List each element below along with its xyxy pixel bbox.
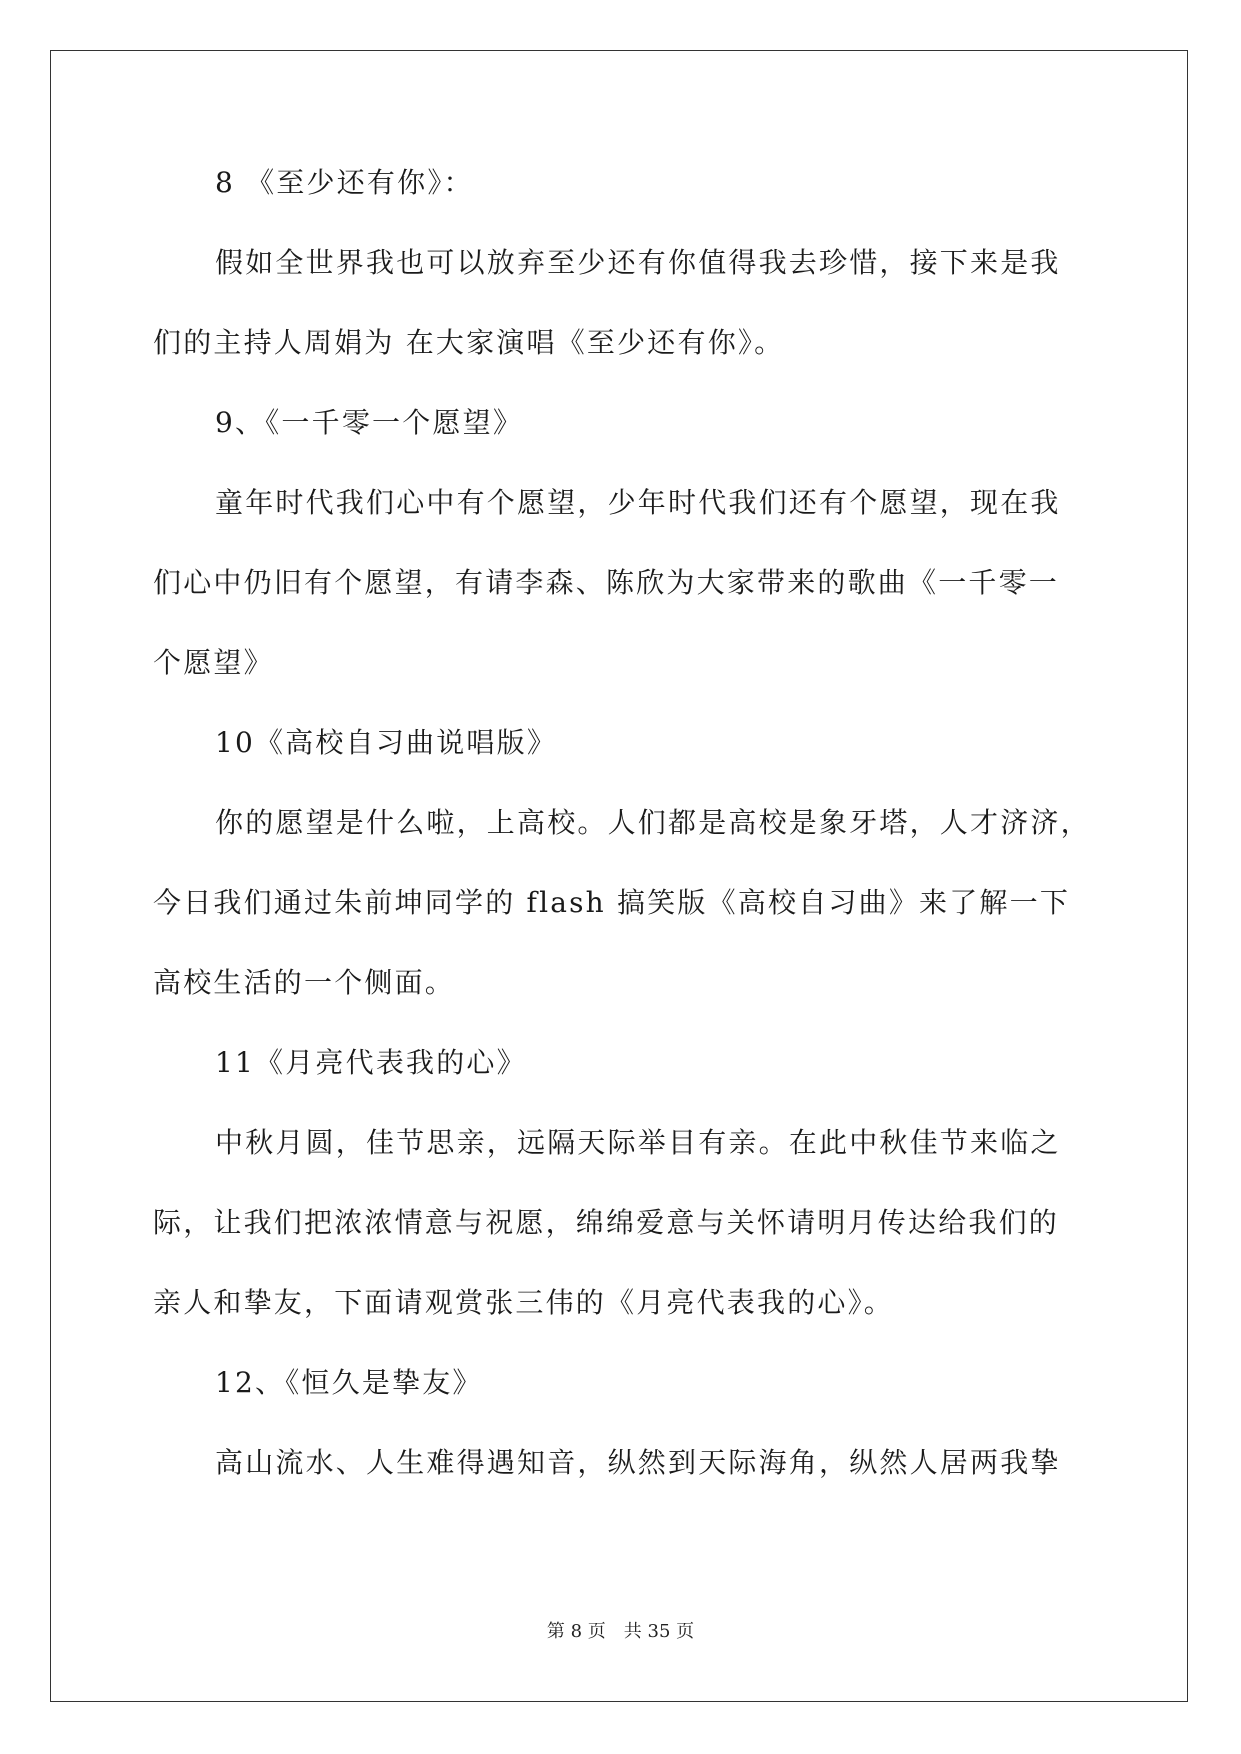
paragraph-line: 高校生活的一个侧面。 [153, 966, 456, 999]
paragraph-line: 假如全世界我也可以放弃至少还有你值得我去珍惜，接下来是我 [215, 246, 1061, 279]
heading-song-8: 8 《至少还有你》： [215, 166, 474, 199]
paragraph-line: 亲人和挚友，下面请观赏张三伟的《月亮代表我的心》。 [153, 1286, 895, 1319]
page-number-total: 共 35 页 [623, 1621, 695, 1642]
paragraph-line: 高山流水、人生难得遇知音，纵然到天际海角，纵然人居两我挚 [215, 1446, 1061, 1479]
heading-song-11: 11《月亮代表我的心》 [215, 1046, 527, 1079]
page-footer [0, 1620, 1241, 1644]
paragraph-line: 们的主持人周娟为 在大家演唱《至少还有你》。 [153, 326, 785, 359]
paragraph-line: 们心中仍旧有个愿望，有请李森、陈欣为大家带来的歌曲《一千零一 [153, 566, 1060, 599]
paragraph-line: 中秋月圆，佳节思亲，远隔天际举目有亲。在此中秋佳节来临之 [215, 1126, 1061, 1159]
paragraph-line: 际，让我们把浓浓情意与祝愿，绵绵爱意与关怀请明月传达给我们的 [153, 1206, 1060, 1239]
heading-song-10: 10《高校自习曲说唱版》 [215, 726, 558, 759]
paragraph-line: 你的愿望是什么啦，上高校。人们都是高校是象牙塔，人才济济， [215, 806, 1091, 839]
heading-song-9: 9、《一千零一个愿望》 [215, 406, 524, 439]
paragraph-line: 个愿望》 [153, 646, 274, 679]
heading-song-12: 12、《恒久是挚友》 [215, 1366, 483, 1399]
page-number-current: 第 8 页 [546, 1621, 606, 1642]
paragraph-line: 今日我们通过朱前坤同学的 flash 搞笑版《高校自习曲》来了解一下 [153, 886, 1071, 919]
paragraph-line: 童年时代我们心中有个愿望，少年时代我们还有个愿望，现在我 [215, 486, 1061, 519]
